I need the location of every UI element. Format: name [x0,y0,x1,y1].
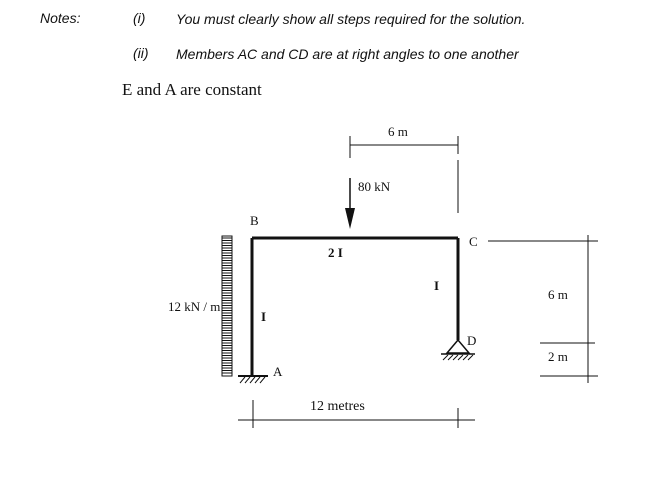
statement: E and A are constant [122,80,262,99]
node-c-label: C [469,234,478,249]
column-upper-label: 6 m [548,287,568,302]
span-label: 12 metres [310,399,365,414]
load-offset-label: 6 m [388,124,408,139]
dimension-right [488,235,598,383]
note-1-text: You must clearly show all steps required for the solution. [176,11,526,27]
column-lower-label: 2 m [548,349,568,364]
note-2-text: Members AC and CD are at right angles to one another [176,46,519,62]
left-column-label: I [261,309,267,324]
dimension-load-offset [350,136,458,213]
node-d-label: D [467,333,477,348]
fixed-support-a [238,376,268,383]
point-load-label: 80 kN [358,179,391,194]
distributed-load-hatch [222,236,232,376]
note-1-marker: (i) [133,10,146,26]
distributed-load-label: 12 kN / m [168,299,221,314]
beam-label: 2 I [328,245,343,260]
point-load-arrow [345,178,355,229]
right-column-label: I [434,278,440,293]
notes-heading: Notes: [40,10,81,26]
node-b-label: B [250,213,259,228]
note-2-marker: (ii) [133,45,149,61]
node-a-label: A [273,364,283,379]
